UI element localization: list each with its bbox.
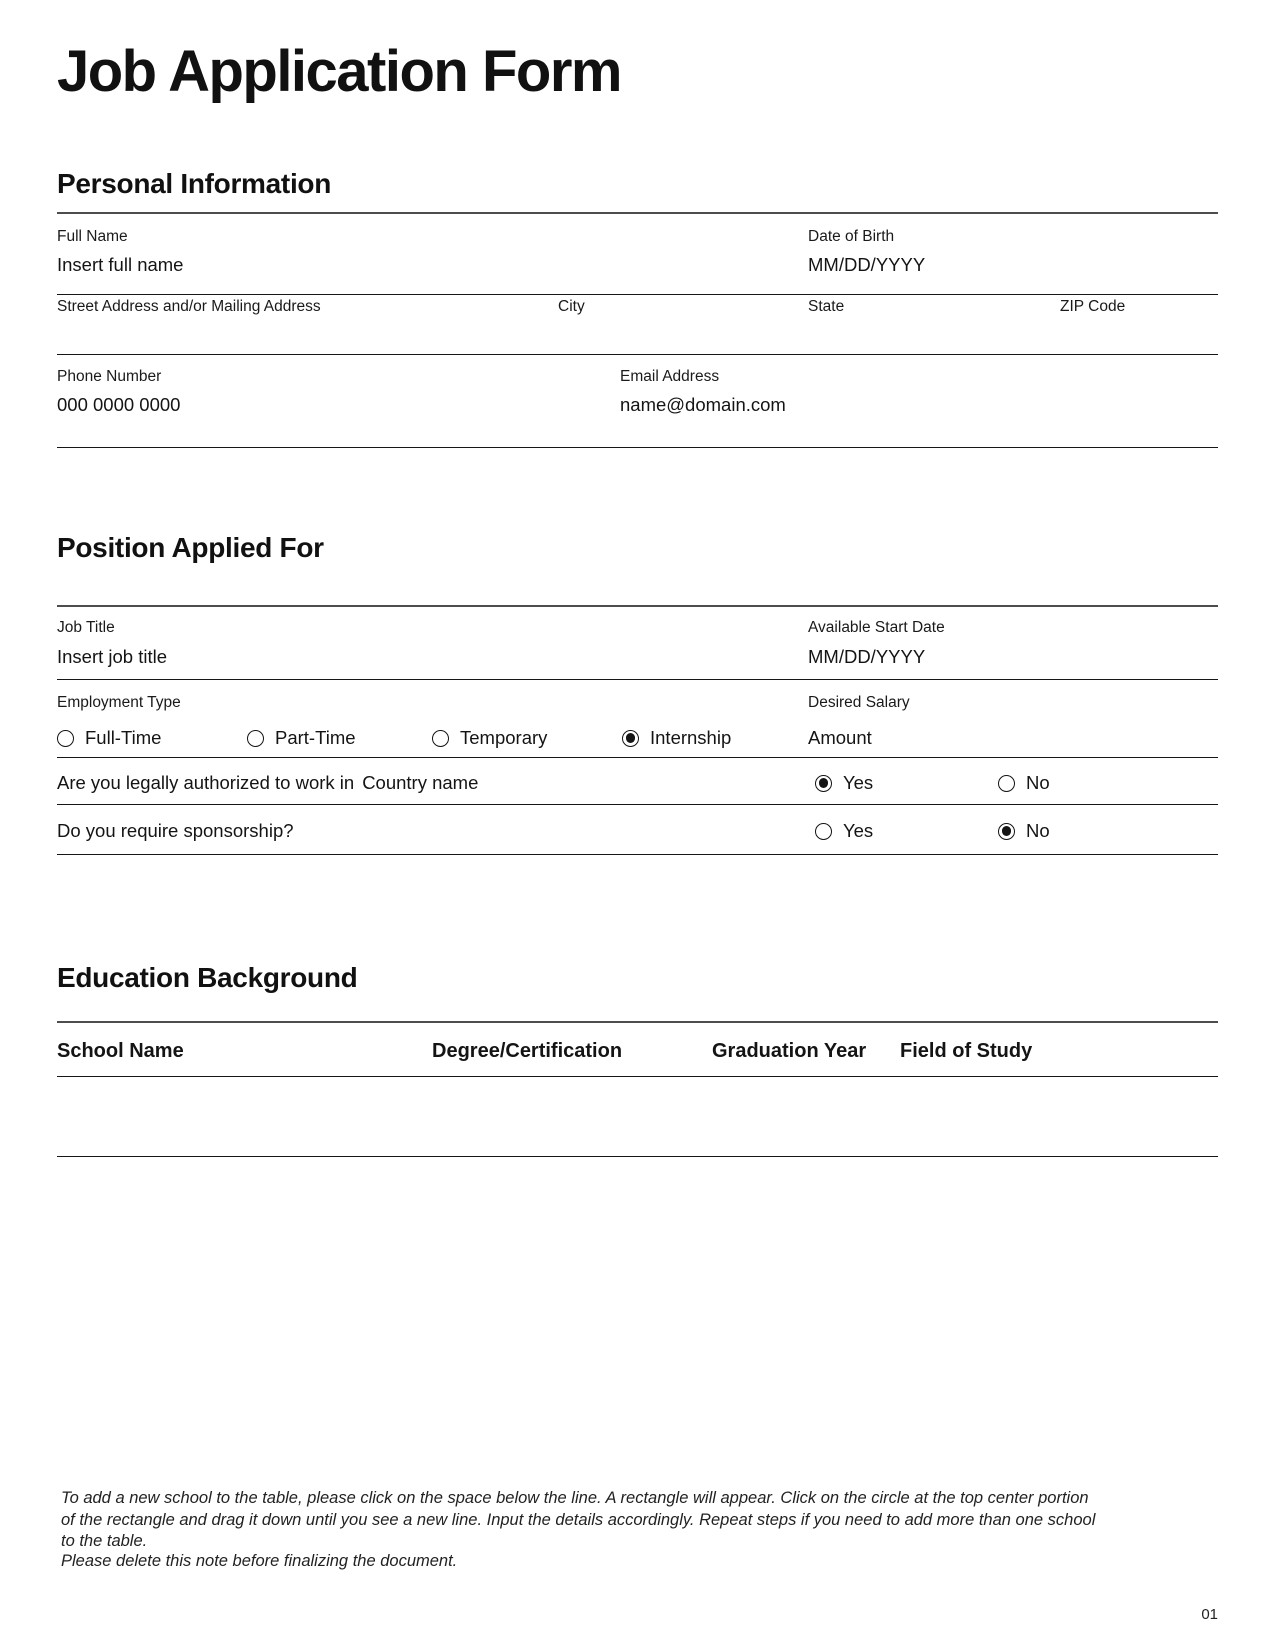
authorization-yes-option[interactable]	[815, 772, 873, 794]
section-heading-personal-information: Personal Information	[57, 168, 332, 199]
full-name-field[interactable]: Insert full name	[57, 254, 184, 275]
email-address-label: Email Address	[620, 368, 720, 385]
sponsorship-yes-option[interactable]	[815, 820, 873, 842]
state-field[interactable]	[808, 322, 1038, 344]
delete-note-reminder: Please delete this note before finalizing the document.	[61, 1552, 458, 1570]
radio-sponsorship-no[interactable]	[998, 823, 1015, 840]
radio-authorization-no-label: No	[1026, 772, 1050, 793]
row-line	[57, 354, 1218, 355]
table-row-line	[57, 1156, 1218, 1157]
city-field[interactable]	[558, 322, 788, 344]
zip-code-field[interactable]	[1060, 322, 1210, 344]
email-address-field[interactable]: name@domain.com	[620, 394, 786, 415]
employment-option-full-time[interactable]	[57, 727, 161, 749]
page-number: 01	[1201, 1606, 1218, 1623]
table-header-degree-certification: Degree/Certification	[432, 1040, 623, 1062]
radio-part-time-label: Part-Time	[275, 727, 356, 748]
table-header-field-of-study: Field of Study	[900, 1040, 1033, 1062]
job-title-label: Job Title	[57, 619, 115, 636]
authorization-question	[57, 772, 478, 794]
row-line	[57, 294, 1218, 295]
employment-option-internship[interactable]	[622, 727, 731, 749]
phone-number-field[interactable]: 000 0000 0000	[57, 394, 181, 415]
instruction-note: To add a new school to the table, please click on the space below the line. A rectangle will appear. Click on the circle at the top center portion of the rectangle and drag it down until you see a new line. Input the details accordingly. Repeat steps if you need to add more than one school to the table.	[61, 1489, 1096, 1550]
state-label: State	[808, 298, 845, 315]
table-header-graduation-year: Graduation Year	[712, 1040, 867, 1062]
row-line	[57, 447, 1218, 448]
row-line	[57, 804, 1218, 805]
radio-temporary-label: Temporary	[460, 727, 548, 748]
radio-temporary[interactable]	[432, 730, 449, 747]
row-line	[57, 854, 1218, 855]
date-of-birth-field[interactable]: MM/DD/YYYY	[808, 254, 926, 275]
row-line	[57, 679, 1218, 680]
table-header-school-name: School Name	[57, 1040, 184, 1062]
available-start-date-label: Available Start Date	[808, 619, 945, 636]
job-title-field[interactable]: Insert job title	[57, 646, 168, 667]
divider-education-background	[57, 1021, 1218, 1023]
radio-internship[interactable]	[622, 730, 639, 747]
sponsorship-no-option[interactable]	[998, 820, 1050, 842]
authorization-question-text: Are you legally authorized to work in	[57, 772, 355, 793]
page-content	[57, 0, 1218, 1650]
radio-sponsorship-no-label: No	[1026, 820, 1050, 841]
radio-authorization-no[interactable]	[998, 775, 1015, 792]
phone-number-label: Phone Number	[57, 368, 162, 385]
sponsorship-question: Do you require sponsorship?	[57, 820, 294, 841]
radio-part-time[interactable]	[247, 730, 264, 747]
authorization-no-option[interactable]	[998, 772, 1050, 794]
row-line	[57, 757, 1218, 758]
radio-sponsorship-yes[interactable]	[815, 823, 832, 840]
employment-option-temporary[interactable]	[432, 727, 547, 749]
street-address-label: Street Address and/or Mailing Address	[57, 298, 321, 315]
employment-option-part-time[interactable]	[247, 727, 356, 749]
full-name-label: Full Name	[57, 228, 128, 245]
available-start-date-field[interactable]: MM/DD/YYYY	[808, 646, 926, 667]
desired-salary-label: Desired Salary	[808, 694, 910, 711]
street-address-field[interactable]	[57, 322, 537, 344]
country-name-field[interactable]: Country name	[362, 772, 479, 793]
section-heading-position-applied-for: Position Applied For	[57, 532, 324, 563]
desired-salary-field[interactable]: Amount	[808, 727, 872, 748]
city-label: City	[558, 298, 585, 315]
radio-full-time-label: Full-Time	[85, 727, 162, 748]
date-of-birth-label: Date of Birth	[808, 228, 895, 245]
radio-authorization-yes-label: Yes	[843, 772, 874, 793]
radio-internship-label: Internship	[650, 727, 732, 748]
divider-personal-information	[57, 212, 1218, 214]
radio-authorization-yes[interactable]	[815, 775, 832, 792]
radio-sponsorship-yes-label: Yes	[843, 820, 874, 841]
divider-position-applied-for	[57, 605, 1218, 607]
radio-full-time[interactable]	[57, 730, 74, 747]
zip-code-label: ZIP Code	[1060, 298, 1126, 315]
table-header-line	[57, 1076, 1218, 1077]
section-heading-education-background: Education Background	[57, 962, 358, 993]
page-title: Job Application Form	[57, 39, 621, 104]
education-table-empty-row[interactable]	[57, 1078, 1218, 1156]
employment-type-label: Employment Type	[57, 694, 181, 711]
